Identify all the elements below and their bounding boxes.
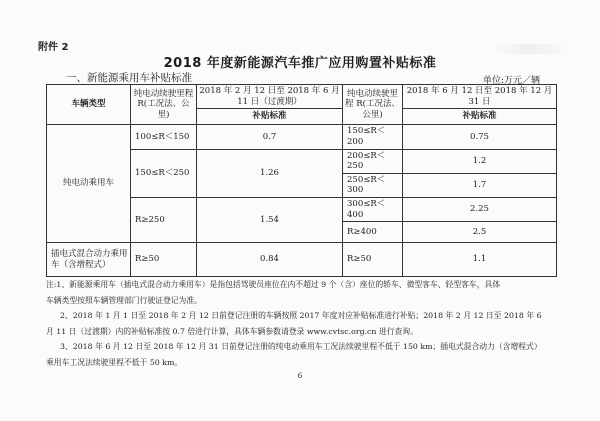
header-period-2: 2018 年 6 月 12 日至 2018 年 12 月 31 日 bbox=[403, 85, 557, 109]
header-range-1: 纯电动续驶里程 R(工况法、公里) bbox=[131, 85, 197, 125]
header-range-2: 纯电动续驶里程 R(工况法、公里) bbox=[343, 85, 403, 125]
bev-right-range-2: 200≤R＜250 bbox=[343, 149, 403, 173]
bev-left-value-2: 1.26 bbox=[197, 149, 343, 198]
bev-label: 纯电动乘用车 bbox=[47, 125, 131, 243]
bev-left-value-1: 0.7 bbox=[197, 125, 343, 149]
bev-right-range-4: 300≤R＜400 bbox=[343, 198, 403, 222]
bev-left-value-3: 1.54 bbox=[197, 198, 343, 243]
bev-right-range-5: R≥400 bbox=[343, 222, 403, 243]
header-period-1: 2018 年 2 月 12 日至 2018 年 6 月 11 日（过渡期） bbox=[197, 85, 343, 109]
bev-left-range-3: R≥250 bbox=[131, 198, 197, 243]
note-2-line-1: 2、2018 年 1 月 1 日至 2018 年 2 月 12 日前登记注册的车辆按照 2017 年度对应补贴标准进行补贴；2018 年 2 月 12 日至 2018 年 6 bbox=[60, 311, 542, 320]
notes-block bbox=[46, 277, 558, 370]
bev-right-value-4: 2.25 bbox=[403, 198, 557, 222]
phev-right-value: 1.1 bbox=[403, 243, 557, 277]
unit-label: 单位:万元／辆 bbox=[482, 76, 540, 86]
section-heading: 一、新能源乘用车补贴标准 bbox=[66, 72, 192, 84]
bev-right-value-2: 1.2 bbox=[403, 149, 557, 173]
document-title: 2018 年度新能源汽车推广应用购置补贴标准 bbox=[163, 56, 437, 71]
note-3-line-1: 3、2018 年 6 月 12 日至 2018 年 12 月 31 日前登记注册的纯电动乘用车工况法续驶里程不低于 150 km；插电式混合动力（含增程式） bbox=[60, 342, 542, 351]
bev-left-range-2: 150≤R＜250 bbox=[131, 149, 197, 198]
phev-label: 插电式混合动力乘用车（含增程式） bbox=[47, 243, 131, 277]
attachment-label: 附件 2 bbox=[38, 42, 69, 53]
header-subsidy-1: 补贴标准 bbox=[197, 109, 343, 125]
note-2-line-2: 月 11 日（过渡期）内的补贴标准按 0.7 倍进行计算，具体车辆参数请登录 www.cvtsc.org.cn 进行查询。 bbox=[46, 326, 418, 336]
note-1-line-2: 车辆类型按照车辆管理部门行驶证登记为准。 bbox=[46, 295, 202, 305]
header-subsidy-2: 补贴标准 bbox=[403, 109, 557, 125]
phev-left-range: R≥50 bbox=[131, 243, 197, 277]
header-vehicle-type: 车辆类型 bbox=[47, 85, 131, 125]
table-row bbox=[47, 125, 557, 149]
note-3-line-2: 乘用车工况法续驶里程不低于 50 km。 bbox=[46, 357, 183, 367]
phev-right-range: R≥50 bbox=[343, 243, 403, 277]
bev-right-range-1: 150≤R＜200 bbox=[343, 125, 403, 149]
bev-right-value-3: 1.7 bbox=[403, 173, 557, 197]
table-header-row bbox=[47, 85, 557, 109]
bev-left-range-1: 100≤R＜150 bbox=[131, 125, 197, 149]
note-1-line-1: 注:1、新能源乘用车（插电式混合动力乘用车）是指包括驾驶员座位在内不超过 9 个（含）座位的轿车、微型客车、轻型客车，具体 bbox=[46, 280, 501, 289]
phev-left-value: 0.84 bbox=[197, 243, 343, 277]
subsidy-table bbox=[46, 84, 557, 277]
bev-right-range-3: 250≤R＜300 bbox=[343, 173, 403, 197]
table-row bbox=[47, 243, 557, 277]
bev-right-value-1: 0.75 bbox=[403, 125, 557, 149]
page-number: 6 bbox=[297, 372, 303, 380]
bev-right-value-5: 2.5 bbox=[403, 222, 557, 243]
